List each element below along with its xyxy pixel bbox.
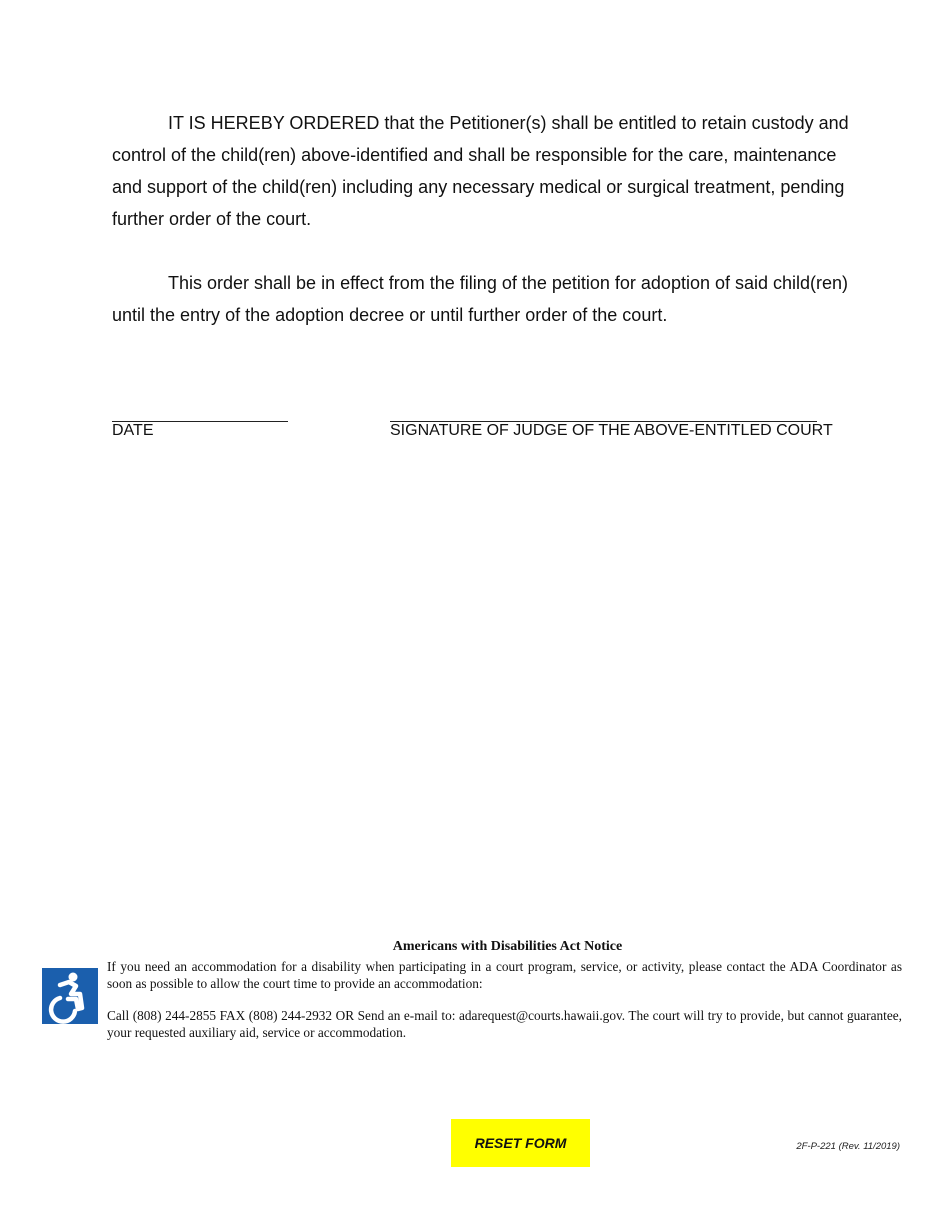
ada-notice-title: Americans with Disabilities Act Notice bbox=[392, 939, 623, 954]
ada-notice-paragraph: If you need an accommodation for a disability when participating in a court program, service, or activity, please contact the ADA Coordinator as soon as possible to allow the court time to provide an accommodation: bbox=[107, 959, 902, 991]
order-paragraph-effect-text: This order shall be in effect from the filing of the petition for adoption of said child(ren) until the entry of the adoption decree or until further order of the court. bbox=[112, 273, 849, 325]
accessibility-icon-graphic bbox=[42, 968, 98, 1024]
date-label: DATE bbox=[112, 422, 154, 439]
order-paragraph-custody-text: IT IS HEREBY ORDERED that the Petitioner(s) shall be entitled to retain custody and control of the child(ren) above-identified and shall be responsible for the care, maintenance and support of the child(ren) including any necessary medical or surgical treatment, pending further order of the court. bbox=[112, 113, 849, 229]
ada-contact-paragraph: Call (808) 244-2855 FAX (808) 244-2932 OR Send an e-mail to: adarequest@courts.hawaii.gov. The court will try to provide, but cannot guarantee, your requested auxiliary aid, service or accommodation. bbox=[107, 1008, 902, 1040]
order-paragraph-effect bbox=[112, 267, 852, 331]
form-number: 2F-P-221 (Rev. 11/2019) bbox=[796, 1141, 900, 1152]
judge-signature-label: SIGNATURE OF JUDGE OF THE ABOVE-ENTITLED COURT bbox=[390, 422, 833, 439]
accessibility-icon bbox=[42, 968, 98, 1024]
order-paragraph-custody bbox=[112, 107, 852, 235]
reset-form-button[interactable]: RESET FORM bbox=[451, 1119, 590, 1167]
